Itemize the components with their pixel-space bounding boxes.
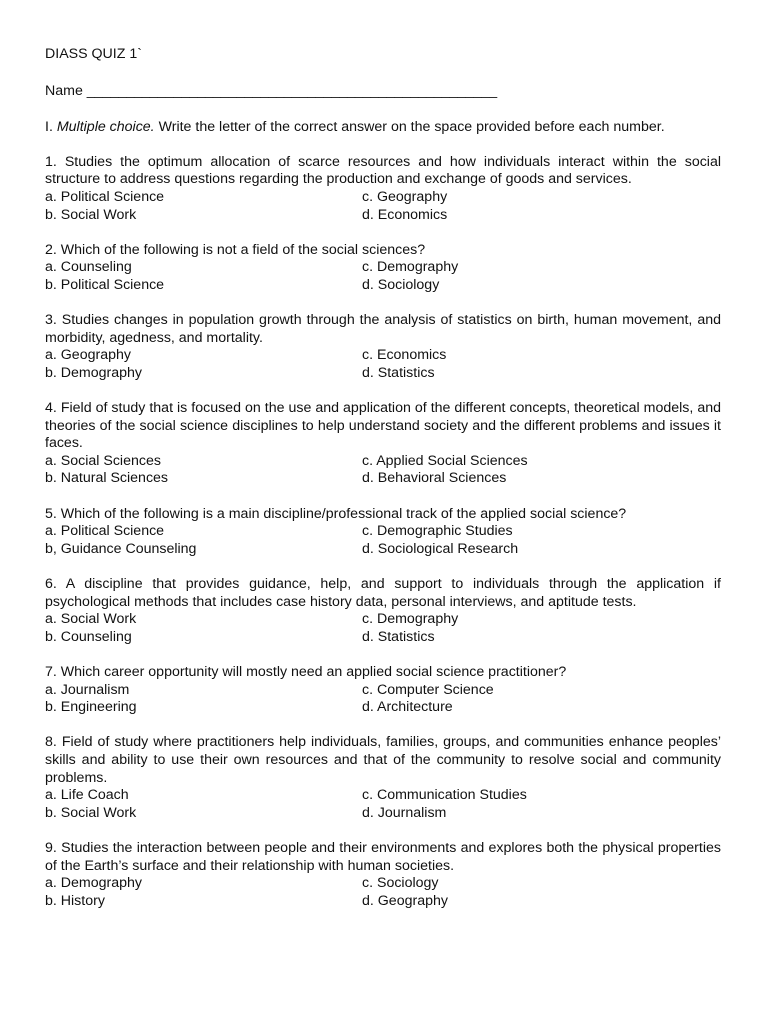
choice-d: d. Economics [362, 206, 448, 223]
question-9 [45, 840, 721, 910]
choice-a: a. Social Work [45, 611, 137, 628]
choice-c: c. Demography [362, 611, 459, 628]
answer-choices [45, 787, 721, 822]
name-field-line: Name ____________________________________________________ [45, 82, 498, 99]
quiz-document [45, 46, 721, 928]
choice-b: b. Social Work [45, 804, 137, 821]
choice-d: d. Sociology [362, 276, 440, 293]
choice-a: a. Political Science [45, 188, 165, 205]
choice-b: b. Engineering [45, 699, 137, 716]
question-5 [45, 506, 721, 559]
question-stem: 5. Which of the following is a main discipline/professional track of the applied social science? [45, 505, 627, 522]
choice-c: c. Demographic Studies [362, 523, 513, 540]
choice-b: b. History [45, 892, 105, 909]
question-stem: 1. Studies the optimum allocation of scarce resources and how individuals interact within the social structure to address questions regarding the production and exchange of goods and services. [45, 153, 721, 188]
question-stem: 6. A discipline that provides guidance, help, and support to individuals through the application if psychological methods that includes case history data, personal interviews, and aptitude tests. [45, 576, 721, 610]
question-stem: 4. Field of study that is focused on the use and application of the different concepts, theoretical models, and theories of the social science disciplines to help understand society and the different problems and issues it faces. [45, 400, 721, 452]
choice-b: b. Political Science [45, 276, 165, 293]
answer-choices [45, 189, 721, 224]
choice-a: a. Social Sciences [45, 452, 161, 469]
answer-choices [45, 682, 721, 717]
choice-a: a. Life Coach [45, 787, 129, 804]
question-6 [45, 576, 721, 646]
answer-choices [45, 453, 721, 488]
question-stem: 3. Studies changes in population growth through the analysis of statistics on birth, human movement, and morbidity, agedness, and mortality. [45, 312, 721, 346]
quiz-title: DIASS QUIZ 1` [45, 46, 142, 62]
choice-a: a. Political Science [45, 523, 165, 540]
question-7 [45, 664, 721, 717]
choice-b: b, Guidance Counseling [45, 540, 197, 557]
choice-b: b. Social Work [45, 206, 137, 223]
choice-c: c. Computer Science [362, 681, 494, 698]
choice-c: c. Geography [362, 188, 448, 205]
choice-d: d. Statistics [362, 364, 435, 381]
question-4 [45, 400, 721, 488]
choice-a: a. Counseling [45, 259, 132, 276]
choice-d: d. Sociological Research [362, 540, 519, 557]
question-8 [45, 734, 721, 822]
question-2 [45, 242, 721, 295]
question-stem: 9. Studies the interaction between people and their environments and explores both the physical properties of the Earth’s surface and their relationship with human societies. [45, 839, 721, 874]
choice-a: a. Journalism [45, 681, 130, 698]
answer-choices [45, 523, 721, 558]
answer-choices [45, 347, 721, 382]
choice-b: b. Demography [45, 364, 142, 381]
answer-choices [45, 611, 721, 646]
choice-b: b. Counseling [45, 628, 132, 645]
choice-d: d. Journalism [362, 804, 447, 821]
instructions [45, 119, 721, 137]
section-type: Multiple choice. [56, 119, 155, 136]
instructions-text: Write the letter of the correct answer on the space provided before each number. [158, 119, 665, 136]
choice-d: d. Architecture [362, 699, 453, 716]
choice-c: c. Economics [362, 347, 447, 364]
section-number: I. [45, 119, 53, 136]
choice-d: d. Behavioral Sciences [362, 470, 507, 487]
choice-d: d. Geography [362, 892, 448, 909]
choice-c: c. Applied Social Sciences [362, 452, 528, 469]
question-list [45, 154, 721, 911]
question-stem: 2. Which of the following is not a field of the social sciences? [45, 241, 426, 258]
question-stem: 8. Field of study where practitioners help individuals, families, groups, and communities enhance peoples’ skills and ability to use their own resources and that of the community to resolve social and community problems. [45, 734, 721, 786]
choice-a: a. Geography [45, 347, 131, 364]
choice-d: d. Statistics [362, 628, 435, 645]
question-1 [45, 154, 721, 224]
answer-choices [45, 875, 721, 910]
answer-choices [45, 259, 721, 294]
question-3 [45, 312, 721, 382]
choice-c: c. Communication Studies [362, 787, 527, 804]
choice-a: a. Demography [45, 875, 142, 892]
question-stem: 7. Which career opportunity will mostly need an applied social science practitioner? [45, 664, 567, 680]
choice-b: b. Natural Sciences [45, 470, 169, 487]
choice-c: c. Sociology [362, 875, 439, 892]
choice-c: c. Demography [362, 259, 459, 276]
